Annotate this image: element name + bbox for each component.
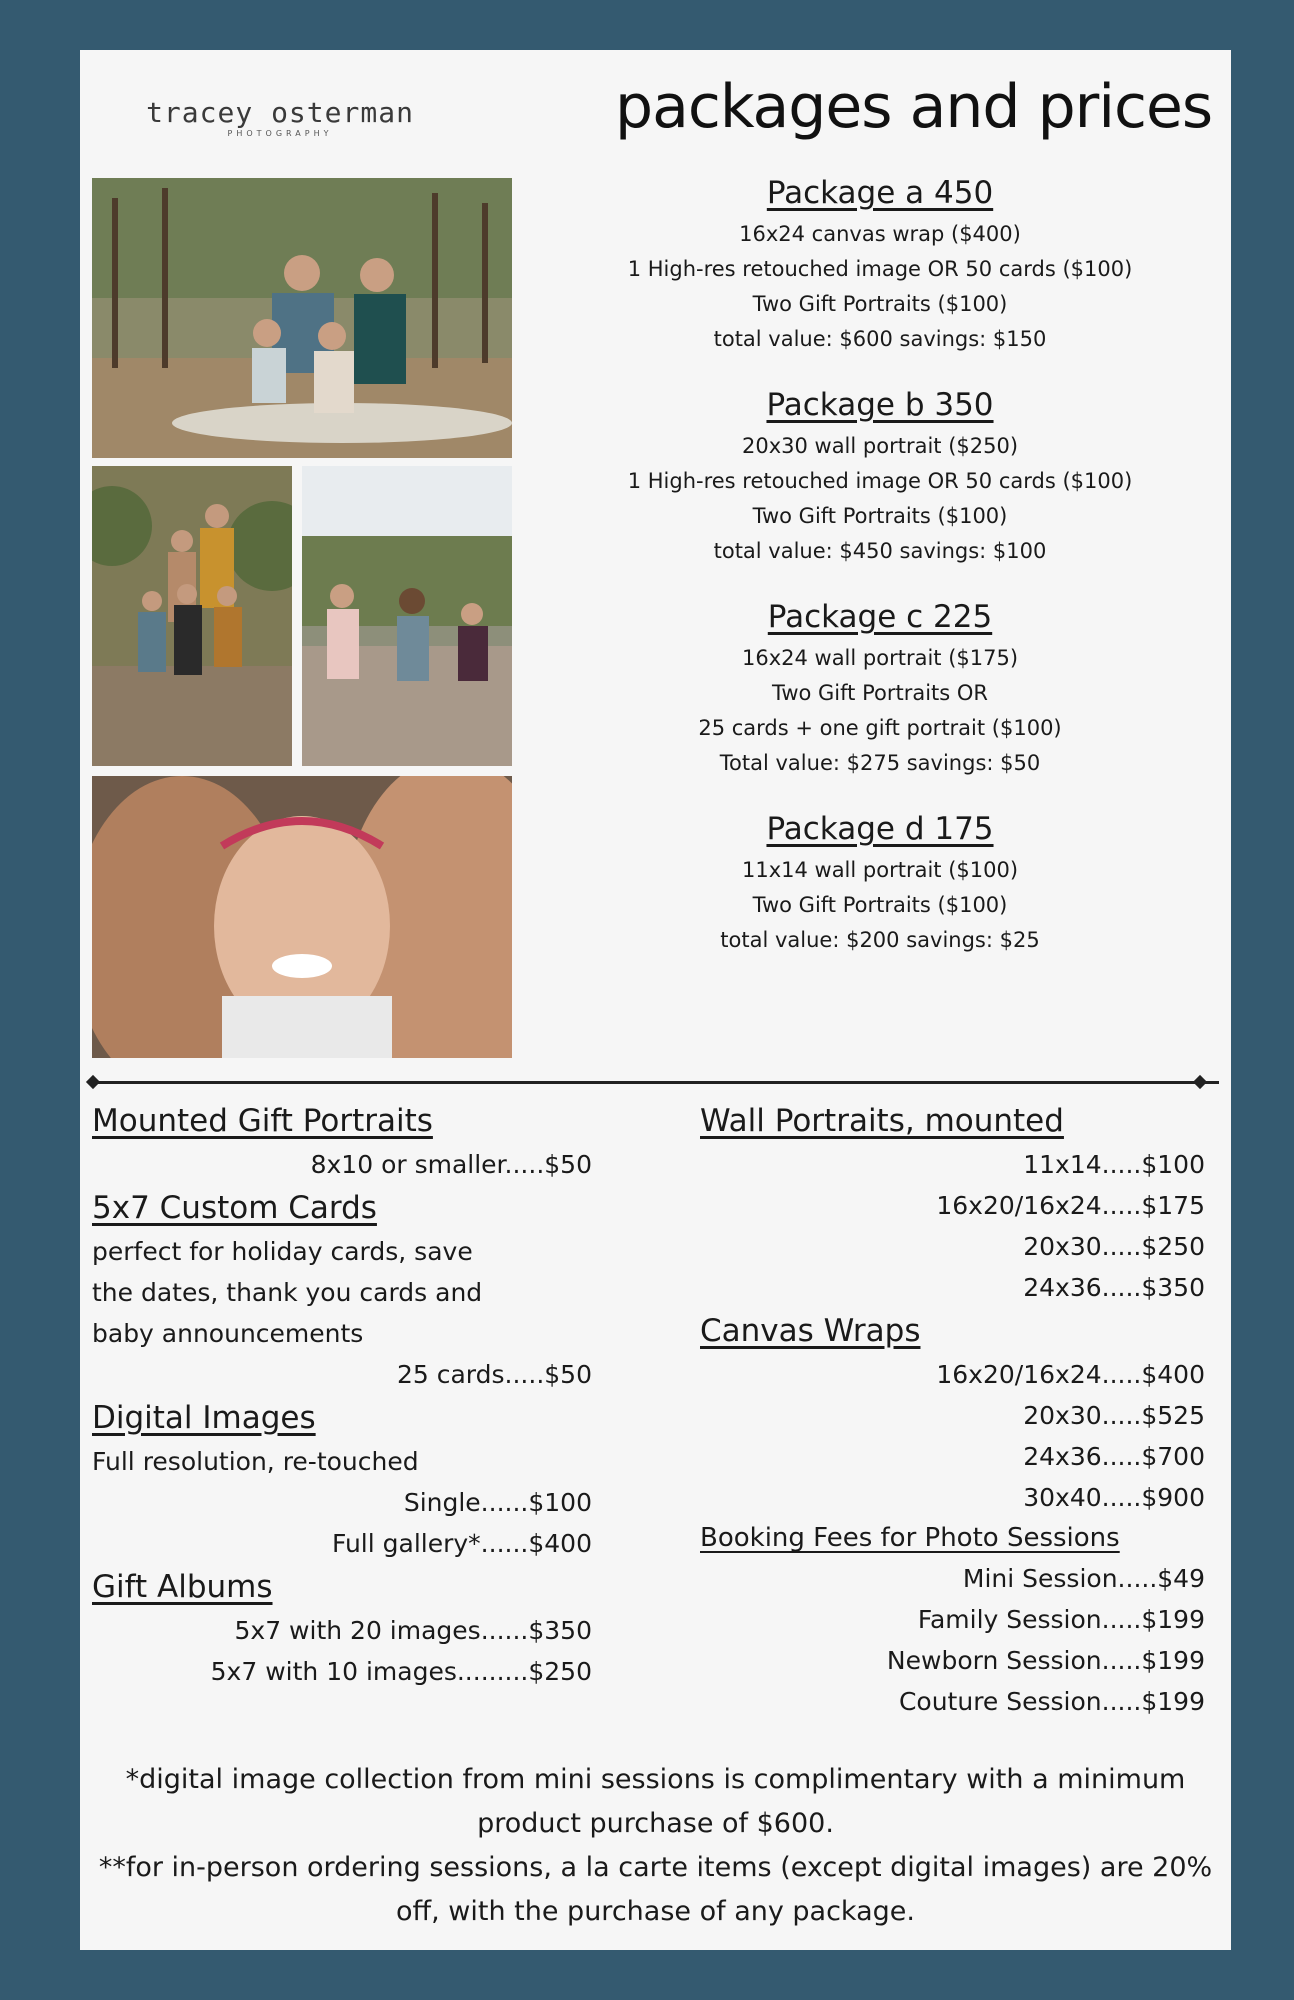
package-title: Package d 175 <box>766 811 994 847</box>
package-line: 20x30 wall portrait ($250) <box>741 434 1019 458</box>
package-line: Two Gift Portraits ($100) <box>752 292 1008 316</box>
package-line: Total value: $275 savings: $50 <box>719 751 1041 775</box>
wall-portraits-title: Wall Portraits, mounted <box>700 1103 1064 1139</box>
package-title: Package c 225 <box>767 599 993 635</box>
package-line: Two Gift Portraits OR <box>771 681 989 705</box>
package-title: Package a 450 <box>766 175 994 211</box>
package-a <box>600 175 1160 357</box>
price-line: Full gallery*......$400 <box>331 1529 592 1558</box>
price-line: Newborn Session.....$199 <box>886 1646 1205 1675</box>
package-d <box>600 811 1160 958</box>
package-line: 1 High-res retouched image OR 50 cards ($100) <box>627 469 1133 493</box>
custom-cards-title: 5x7 Custom Cards <box>92 1190 377 1226</box>
package-line: Two Gift Portraits ($100) <box>752 893 1008 917</box>
package-line: 11x14 wall portrait ($100) <box>741 858 1019 882</box>
price-line: Family Session.....$199 <box>917 1605 1205 1634</box>
brand-logo <box>130 96 430 138</box>
price-line: 8x10 or smaller.....$50 <box>310 1150 592 1179</box>
package-line: Two Gift Portraits ($100) <box>752 504 1008 528</box>
package-b <box>600 387 1160 569</box>
package-line: 16x24 wall portrait ($175) <box>741 646 1019 670</box>
booking-fees-title: Booking Fees for Photo Sessions <box>700 1523 1120 1553</box>
a-la-carte-right <box>700 1098 1205 1722</box>
package-line: 1 High-res retouched image OR 50 cards ($100) <box>627 257 1133 281</box>
description-line: the dates, thank you cards and <box>92 1278 483 1307</box>
price-line: Couture Session.....$199 <box>898 1687 1205 1716</box>
description-line: perfect for holiday cards, save <box>92 1237 473 1266</box>
package-line: total value: $600 savings: $150 <box>713 327 1047 351</box>
footnote: **for in-person ordering sessions, a la carte items (except digital images) are 20% off, with the purchase of any package. <box>98 1852 1213 1927</box>
package-line: total value: $200 savings: $25 <box>720 928 1040 952</box>
logo-subtitle: PHOTOGRAPHY <box>227 129 333 138</box>
package-title: Package b 350 <box>766 387 994 423</box>
description-line: Full resolution, re-touched <box>92 1447 419 1476</box>
page-title: packages and prices <box>615 72 1213 142</box>
price-sheet <box>80 50 1231 1950</box>
a-la-carte-left <box>92 1098 592 1692</box>
price-line: 5x7 with 10 images.........$250 <box>210 1657 592 1686</box>
logo-name: tracey osterman <box>146 96 414 129</box>
price-line: 16x20/16x24.....$400 <box>936 1360 1205 1389</box>
divider-end-diamond <box>1193 1075 1207 1089</box>
price-line: 11x14.....$100 <box>1023 1150 1205 1179</box>
kids-running-photo <box>302 466 512 766</box>
mounted-gift-title: Mounted Gift Portraits <box>92 1103 433 1139</box>
divider-end-diamond <box>86 1075 100 1089</box>
price-line: Single......$100 <box>403 1488 592 1517</box>
price-line: 20x30.....$250 <box>1023 1232 1205 1261</box>
family-standing-photo <box>92 466 292 766</box>
gift-albums-title: Gift Albums <box>92 1569 273 1605</box>
footnote: *digital image collection from mini sessions is complimentary with a minimum product purchase of $600. <box>125 1764 1186 1839</box>
price-line: 20x30.....$525 <box>1023 1401 1205 1430</box>
description-line: baby announcements <box>92 1319 364 1348</box>
package-line: total value: $450 savings: $100 <box>713 539 1047 563</box>
canvas-wraps-title: Canvas Wraps <box>700 1313 921 1349</box>
family-vineyard-photo <box>92 178 512 458</box>
girl-kissed-photo <box>92 776 512 1058</box>
package-line: 25 cards + one gift portrait ($100) <box>698 716 1062 740</box>
digital-images-title: Digital Images <box>92 1400 316 1436</box>
price-line: 16x20/16x24.....$175 <box>936 1191 1205 1220</box>
price-line: 25 cards.....$50 <box>396 1360 592 1389</box>
price-line: Mini Session.....$49 <box>962 1564 1205 1593</box>
package-line: 16x24 canvas wrap ($400) <box>739 222 1021 246</box>
price-line: 24x36.....$700 <box>1023 1442 1205 1471</box>
footnotes <box>80 1758 1231 1934</box>
section-divider <box>92 1081 1219 1084</box>
price-line: 5x7 with 20 images......$350 <box>234 1616 592 1645</box>
packages-list <box>600 175 1160 988</box>
package-c <box>600 599 1160 781</box>
price-line: 30x40.....$900 <box>1023 1483 1205 1512</box>
price-line: 24x36.....$350 <box>1023 1273 1205 1302</box>
